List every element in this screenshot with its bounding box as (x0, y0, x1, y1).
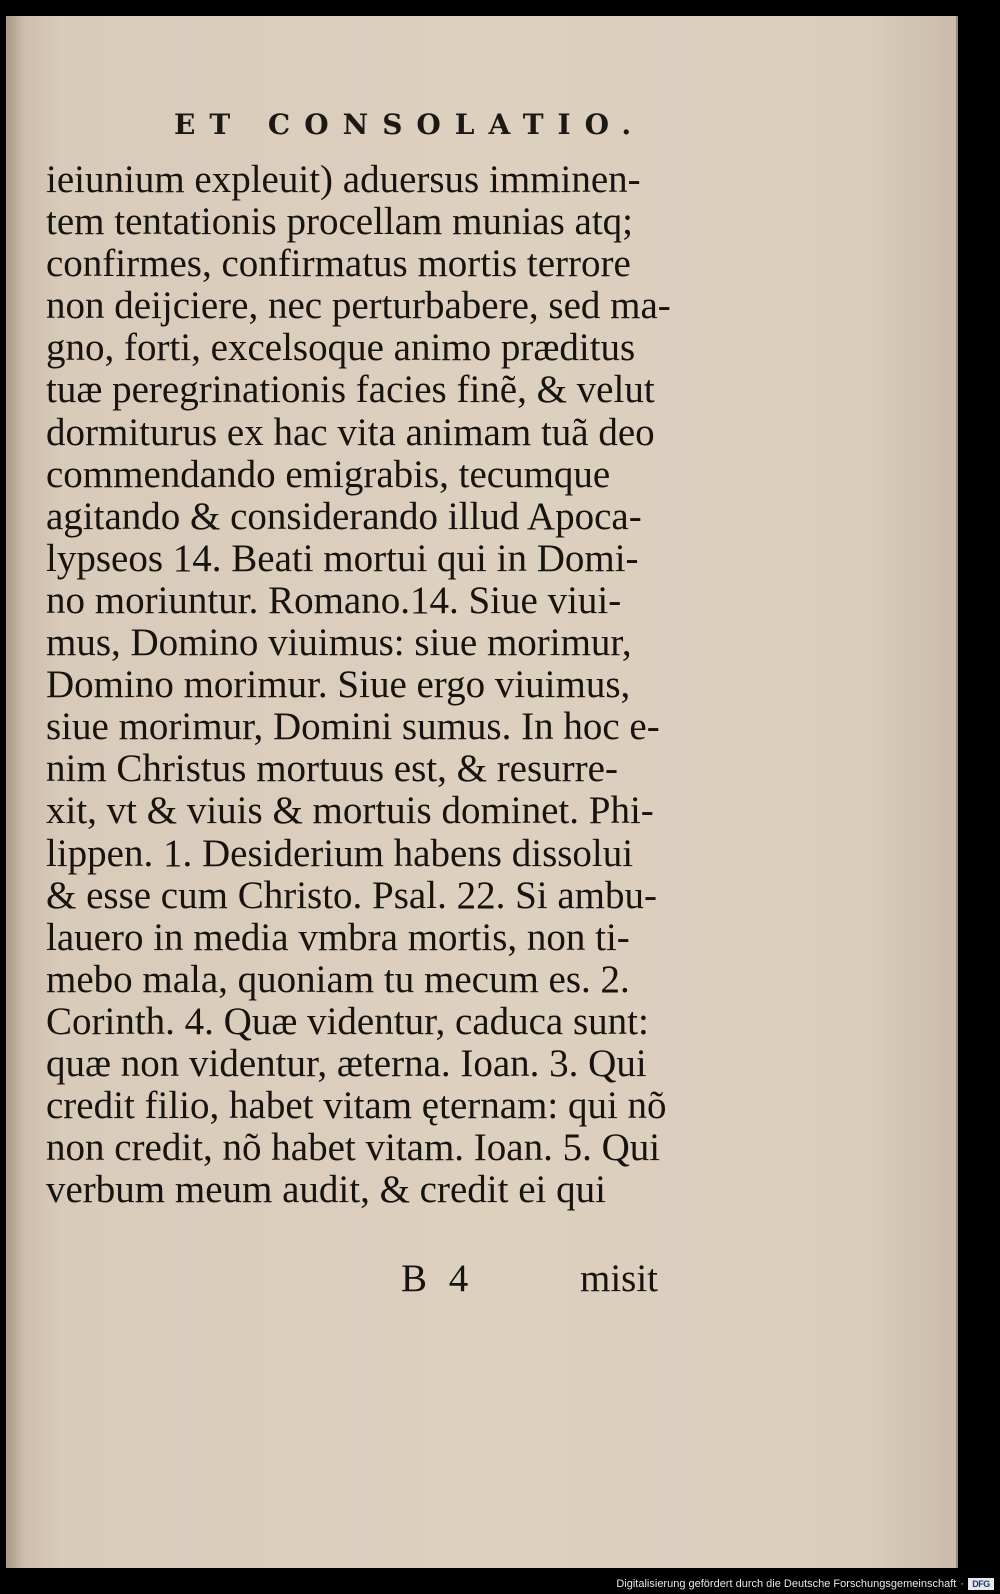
catchword: misit (580, 1257, 659, 1300)
signature-mark: B 4 (401, 1257, 469, 1300)
text-line: Corinth. 4. Quæ videntur, caduca sunt: (46, 999, 649, 1043)
text-line: Domino morimur. Siue ergo viuimus, (46, 663, 631, 707)
text-line: ieiunium expleuit) aduersus imminen- (46, 158, 641, 201)
text-line: lypseos 14. Beati mortui qui in Domi- (46, 536, 639, 580)
text-line: & esse cum Christo. Psal. 22. Si ambu- (46, 873, 657, 917)
text-line: tem tentationis procellam munias atq; (46, 200, 634, 244)
text-line: gno, forti, excelsoque animo præditus (46, 326, 636, 370)
credit-separator: · (960, 1578, 964, 1590)
text-line: confirmes, confirmatus mortis terrore (46, 242, 631, 286)
book-page (6, 16, 958, 1568)
text-line: no moriuntur. Romano.14. Siue viui- (46, 578, 622, 622)
text-line: verbum meum audit, & credit ei qui (46, 1168, 606, 1212)
text-line: credit filio, habet vitam ęternam: qui nõ (46, 1084, 667, 1128)
credit-text: Digitalisierung gefördert durch die Deutsche Forschungsgemeinschaft (616, 1578, 957, 1590)
text-line: xit, vt & viuis & mortuis dominet. Phi- (46, 789, 654, 833)
text-line: lippen. 1. Desiderium habens dissolui (46, 831, 634, 875)
text-line: dormiturus ex hac vita animam tuã deo (46, 410, 655, 454)
text-line: quæ non videntur, æterna. Ioan. 3. Qui (46, 1041, 647, 1085)
text-line: tuæ peregrinationis facies finẽ, & velut (46, 368, 655, 412)
text-line: non credit, nõ habet vitam. Ioan. 5. Qui (46, 1126, 661, 1170)
text-line: nim Christus mortuus est, & resurre- (46, 747, 618, 791)
running-head: ET CONSOLATIO. (174, 108, 646, 141)
text-line: non deijciere, nec perturbabere, sed ma- (46, 284, 671, 328)
text-line: lauero in media vmbra mortis, non ti- (46, 915, 630, 959)
text-line: mebo mala, quoniam tu mecum es. 2. (46, 957, 630, 1001)
text-line: siue morimur, Domini sumus. In hoc e- (46, 705, 660, 749)
body-text (46, 159, 676, 1211)
dfg-logo-icon: DFG (968, 1578, 994, 1590)
text-line: agitando & considerando illud Apoca- (46, 494, 642, 538)
text-line: mus, Domino viuimus: siue morimur, (46, 621, 632, 665)
text-line: commendando emigrabis, tecumque (46, 452, 611, 496)
digitization-credit (616, 1578, 994, 1590)
